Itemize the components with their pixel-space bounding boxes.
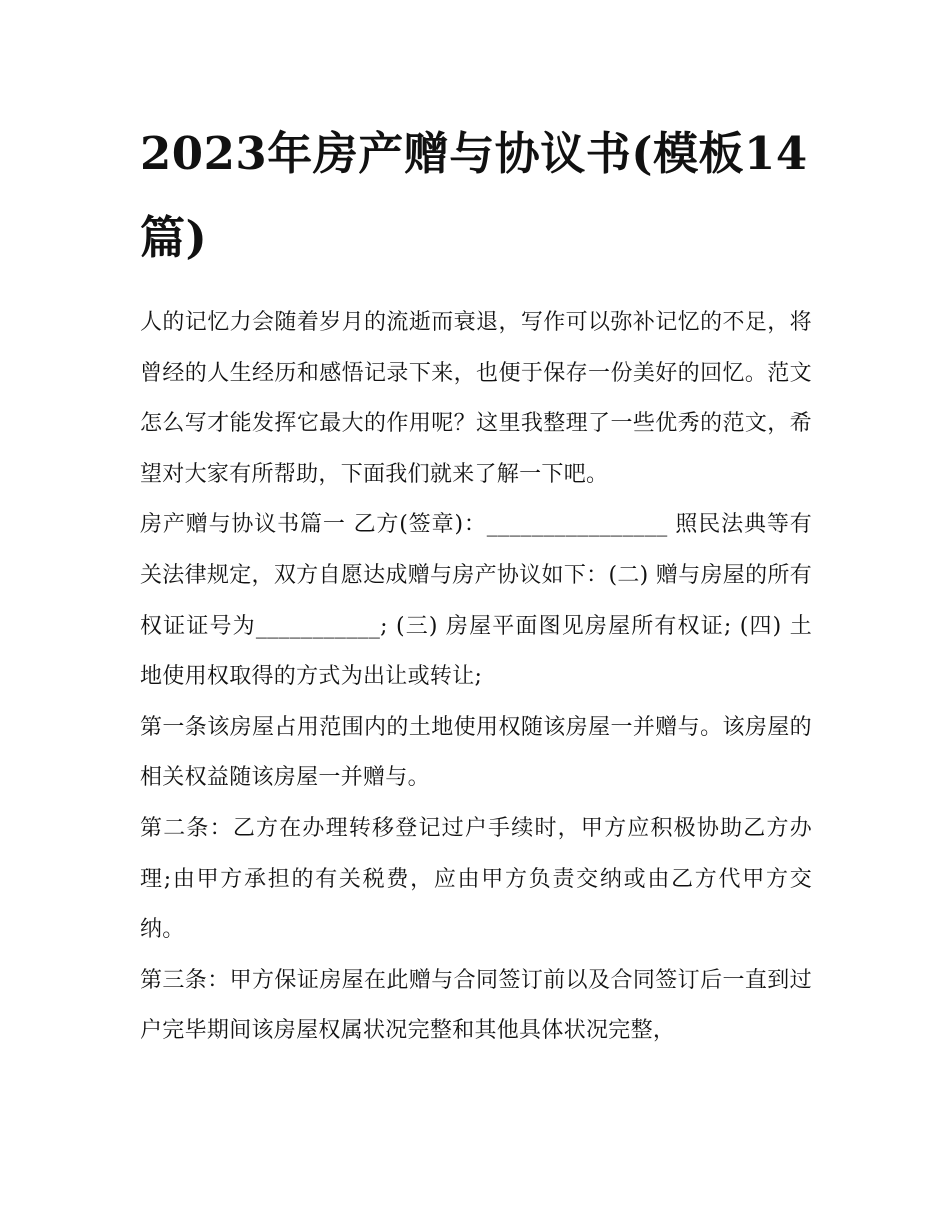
agreement-preamble-paragraph: 房产赠与协议书篇一 乙方(签章)：________________ 照民法典等有关法律规定，双方自愿达成赠与房产协议如下：(二) 赠与房屋的所有权证证号为___________; (三) 房屋平面图见房屋所有权证; (四) 土地使用权取得的方式为出让或转让;	[140, 512, 812, 690]
document-title: 2023年房产赠与协议书(模板14篇)	[140, 127, 808, 264]
document-page	[140, 0, 812, 1057]
article-2-paragraph: 第二条：乙方在办理转移登记过户手续时，甲方应积极协助乙方办理;由甲方承担的有关税费，应由甲方负责交纳或由乙方代甲方交纳。	[140, 815, 812, 943]
document-body	[140, 298, 812, 1057]
article-3-paragraph: 第三条：甲方保证房屋在此赠与合同签订前以及合同签订后一直到过户完毕期间该房屋权属状况完整和其他具体状况完整，	[140, 967, 812, 1044]
article-1-paragraph: 第一条该房屋占用范围内的土地使用权随该房屋一并赠与。该房屋的相关权益随该房屋一并赠与。	[140, 714, 812, 791]
intro-paragraph: 人的记忆力会随着岁月的流逝而衰退，写作可以弥补记忆的不足，将曾经的人生经历和感悟记录下来，也便于保存一份美好的回忆。范文怎么写才能发挥它最大的作用呢？这里我整理了一些优秀的范文，希望对大家有所帮助，下面我们就来了解一下吧。	[140, 310, 812, 487]
